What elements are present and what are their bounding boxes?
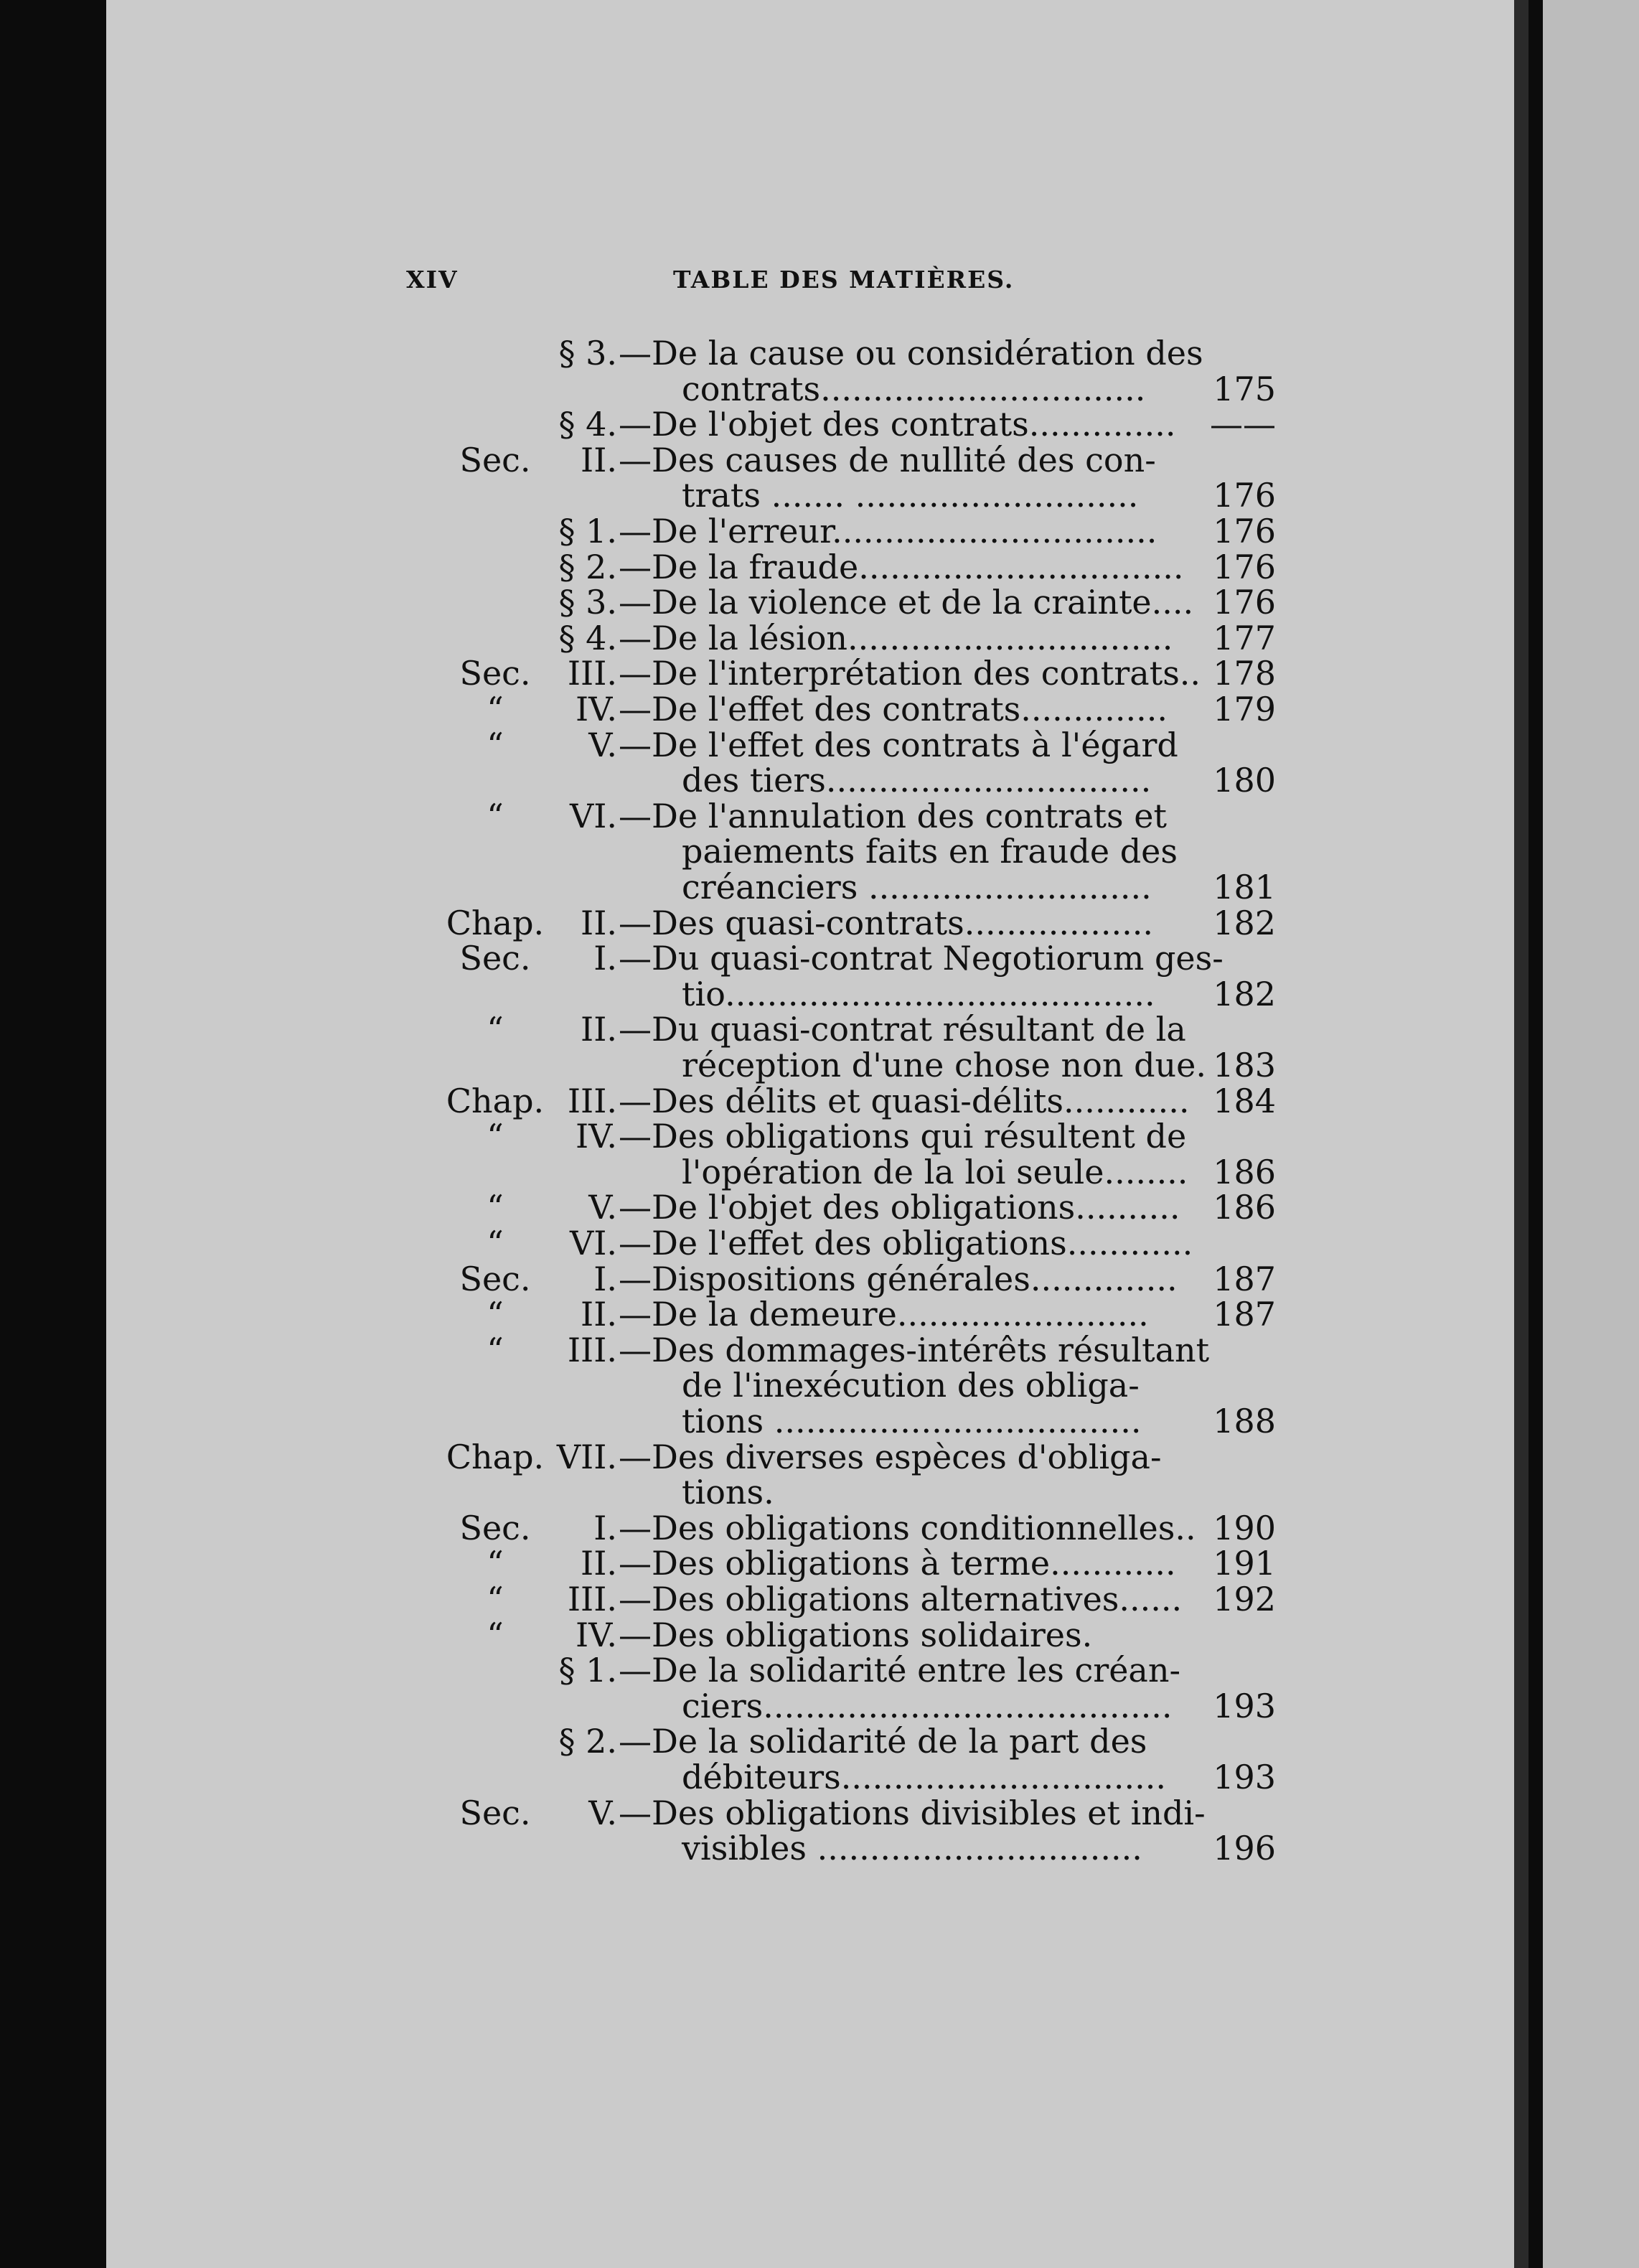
toc-entry-title: tio......................................... [682, 975, 1155, 1013]
toc-page-number: 179 [1213, 690, 1276, 728]
toc-entry-title: —De la violence et de la crainte.... [619, 583, 1194, 622]
toc-page-number: 184 [1213, 1082, 1276, 1120]
toc-page-number: 180 [1213, 761, 1276, 800]
toc-division-label: Sec. [459, 1794, 531, 1832]
toc-section-number: III. [567, 1331, 617, 1369]
toc-page-number: 176 [1213, 476, 1276, 515]
toc-page-number: 196 [1213, 1829, 1276, 1868]
toc-section-number: II. [581, 441, 617, 479]
toc-page-number: 190 [1213, 1509, 1276, 1547]
toc-entry [0, 405, 1639, 442]
toc-page-number: 177 [1213, 619, 1276, 657]
toc-section-number: IV. [576, 1616, 617, 1654]
toc-section-number: § 3. [558, 583, 617, 622]
toc-entry-title: débiteurs............................... [682, 1758, 1167, 1796]
toc-entry-title: —Des obligations alternatives...... [619, 1580, 1183, 1618]
toc-page-number: 187 [1213, 1295, 1276, 1334]
toc-entry [0, 1829, 1639, 1866]
toc-entry [0, 1473, 1639, 1510]
toc-entry-title: —De la demeure........................ [619, 1295, 1149, 1334]
toc-section-number: § 2. [558, 1722, 617, 1761]
toc-entry-title: —Des obligations solidaires. [619, 1616, 1093, 1654]
toc-entry-title: —Du quasi-contrat Negotiorum ges- [619, 939, 1224, 978]
toc-page-number: 188 [1213, 1402, 1276, 1440]
toc-section-number: § 2. [558, 548, 617, 586]
toc-section-number: VI. [569, 797, 617, 835]
toc-division-label: “ [487, 1188, 504, 1227]
toc-entry [0, 1046, 1639, 1083]
toc-entry-title: —Des obligations qui résultent de [619, 1117, 1187, 1156]
toc-section-number: § 3. [558, 334, 617, 372]
toc-entry [0, 1082, 1639, 1119]
toc-division-label: Chap. [446, 904, 545, 942]
toc-entry [0, 726, 1639, 763]
toc-division-label: Sec. [459, 654, 531, 693]
toc-section-number: III. [567, 1082, 617, 1120]
toc-entry [0, 654, 1639, 691]
toc-page-number: 176 [1213, 583, 1276, 622]
toc-entry [0, 690, 1639, 727]
toc-division-label: “ [487, 1616, 504, 1654]
toc-page-number: 186 [1213, 1188, 1276, 1227]
toc-section-number: V. [588, 1794, 617, 1832]
toc-entry [0, 370, 1639, 407]
toc-section-number: III. [567, 1580, 617, 1618]
toc-page-number: 182 [1213, 904, 1276, 942]
toc-entry-title: —De l'effet des obligations............ [619, 1224, 1193, 1262]
toc-entry-title: paiements faits en fraude des [682, 832, 1178, 871]
toc-entry-title: —Des obligations conditionnelles.. [619, 1509, 1196, 1547]
toc-section-number: V. [588, 726, 617, 764]
toc-entry [0, 1722, 1639, 1759]
toc-entry [0, 1544, 1639, 1581]
toc-division-label: “ [487, 1224, 504, 1262]
toc-page-number: 186 [1213, 1153, 1276, 1191]
toc-page-number: 187 [1213, 1260, 1276, 1298]
toc-entry [0, 761, 1639, 798]
toc-section-number: III. [567, 654, 617, 693]
toc-page-number: 193 [1213, 1687, 1276, 1725]
toc-division-label: Chap. [446, 1082, 545, 1120]
toc-entry [0, 1509, 1639, 1546]
toc-division-label: “ [487, 690, 504, 728]
toc-division-label: Sec. [459, 1509, 531, 1547]
toc-division-label: “ [487, 1295, 504, 1334]
toc-entry-title: des tiers............................... [682, 761, 1152, 800]
toc-section-number: VII. [556, 1438, 617, 1476]
toc-entry [0, 1366, 1639, 1403]
toc-section-number: V. [588, 1188, 617, 1227]
toc-entry-title: —De la solidarité de la part des [619, 1722, 1147, 1761]
toc-entry-title: créanciers ........................... [682, 868, 1152, 906]
toc-entry [0, 1010, 1639, 1047]
toc-entry-title: —De l'effet des contrats.............. [619, 690, 1168, 728]
toc-section-number: § 1. [558, 512, 617, 550]
toc-entry-title: —Des quasi-contrats.................. [619, 904, 1153, 942]
toc-entry-title: réception d'une chose non due. [682, 1046, 1206, 1084]
toc-entry [0, 476, 1639, 513]
toc-entry-title: tions ................................... [682, 1402, 1142, 1440]
toc-section-number: I. [593, 1260, 617, 1298]
toc-section-number: § 4. [558, 619, 617, 657]
toc-section-number: I. [593, 1509, 617, 1547]
toc-page-number: 192 [1213, 1580, 1276, 1618]
toc-division-label: Sec. [459, 939, 531, 978]
toc-section-number: § 1. [558, 1651, 617, 1690]
toc-entry [0, 1580, 1639, 1617]
toc-section-number: II. [581, 1544, 617, 1583]
toc-division-label: “ [487, 1010, 504, 1049]
toc-page-number: 176 [1213, 548, 1276, 586]
toc-page-number: 178 [1213, 654, 1276, 693]
toc-entry-title: —Dispositions générales.............. [619, 1260, 1178, 1298]
toc-entry [0, 1331, 1639, 1368]
toc-entry-title: —Des obligations divisibles et indi- [619, 1794, 1206, 1832]
toc-page-number: 182 [1213, 975, 1276, 1013]
toc-entry [0, 1438, 1639, 1475]
toc-entry [0, 939, 1639, 976]
running-title: TABLE DES MATIÈRES. [673, 266, 1015, 294]
toc-entry [0, 1794, 1639, 1831]
toc-page-number: 183 [1213, 1046, 1276, 1084]
toc-page-number: 193 [1213, 1758, 1276, 1796]
toc-section-number: VI. [569, 1224, 617, 1262]
toc-entry-title: —Des obligations à terme............ [619, 1544, 1176, 1583]
toc-entry [0, 1153, 1639, 1190]
toc-entry-title: —Des causes de nullité des con- [619, 441, 1156, 479]
toc-entry [0, 1616, 1639, 1653]
toc-entry-title: —De la solidarité entre les créan- [619, 1651, 1181, 1690]
toc-entry-title: de l'inexécution des obliga- [682, 1366, 1140, 1405]
toc-entry [0, 832, 1639, 869]
toc-division-label: “ [487, 1544, 504, 1583]
toc-entry [0, 619, 1639, 656]
toc-entry-title: —Du quasi-contrat résultant de la [619, 1010, 1186, 1049]
toc-entry [0, 1224, 1639, 1261]
toc-entry [0, 334, 1639, 371]
toc-entry-title: contrats............................... [682, 370, 1146, 408]
toc-entry-title: —Des délits et quasi-délits............ [619, 1082, 1190, 1120]
toc-entry-title: —Des diverses espèces d'obliga- [619, 1438, 1162, 1476]
toc-entry [0, 548, 1639, 585]
toc-division-label: Chap. [446, 1438, 545, 1476]
toc-division-label: Sec. [459, 441, 531, 479]
toc-entry [0, 1651, 1639, 1688]
toc-entry-title: visibles ............................... [682, 1829, 1142, 1868]
toc-page-number: 176 [1213, 512, 1276, 550]
toc-entry [0, 512, 1639, 549]
toc-entry-title: —De l'objet des obligations.......... [619, 1188, 1180, 1227]
toc-entry [0, 868, 1639, 905]
toc-entry-title: —De l'annulation des contrats et [619, 797, 1167, 835]
toc-entry [0, 1758, 1639, 1795]
toc-division-label: Sec. [459, 1260, 531, 1298]
toc-entry-title: —De la cause ou considération des [619, 334, 1203, 372]
toc-section-number: II. [581, 1010, 617, 1049]
toc-entry-title: —De l'effet des contrats à l'égard [619, 726, 1178, 764]
toc-entry [0, 1188, 1639, 1225]
toc-section-number: § 4. [558, 405, 617, 444]
toc-division-label: “ [487, 1331, 504, 1369]
page-header [0, 266, 1639, 309]
toc-entry [0, 583, 1639, 620]
toc-entry-title: trats ....... ........................... [682, 476, 1139, 515]
toc-page-number: 191 [1213, 1544, 1276, 1583]
toc-entry-title: —De la lésion............................... [619, 619, 1173, 657]
toc-entry [0, 441, 1639, 478]
toc-section-number: II. [581, 904, 617, 942]
toc-entry-title: —De l'interprétation des contrats.. [619, 654, 1201, 693]
toc-entry-title: —De l'erreur............................... [619, 512, 1157, 550]
toc-entry-title: l'opération de la loi seule........ [682, 1153, 1188, 1191]
toc-entry-title: —Des dommages-intérêts résultant [619, 1331, 1210, 1369]
toc-entry [0, 1402, 1639, 1439]
toc-section-number: IV. [576, 690, 617, 728]
page-number: XIV [406, 266, 459, 294]
toc-entry [0, 1295, 1639, 1332]
toc-page-number: 175 [1213, 370, 1276, 408]
toc-entry [0, 975, 1639, 1012]
toc-entry [0, 1260, 1639, 1297]
toc-section-number: II. [581, 1295, 617, 1334]
toc-entry [0, 1687, 1639, 1724]
toc-entry-title: ciers....................................... [682, 1687, 1173, 1725]
toc-entry-title: —De l'objet des contrats.............. [619, 405, 1176, 444]
toc-entry [0, 797, 1639, 834]
toc-page-number: 181 [1213, 868, 1276, 906]
toc-entry-title: tions. [682, 1473, 774, 1512]
toc-entry [0, 904, 1639, 941]
toc-division-label: “ [487, 797, 504, 835]
toc-division-label: “ [487, 1117, 504, 1156]
toc-entry [0, 1117, 1639, 1154]
toc-division-label: “ [487, 1580, 504, 1618]
toc-section-number: IV. [576, 1117, 617, 1156]
toc-page-number: —— [1210, 405, 1276, 444]
toc-section-number: I. [593, 939, 617, 978]
toc-entry-title: —De la fraude............................... [619, 548, 1184, 586]
toc-division-label: “ [487, 726, 504, 764]
